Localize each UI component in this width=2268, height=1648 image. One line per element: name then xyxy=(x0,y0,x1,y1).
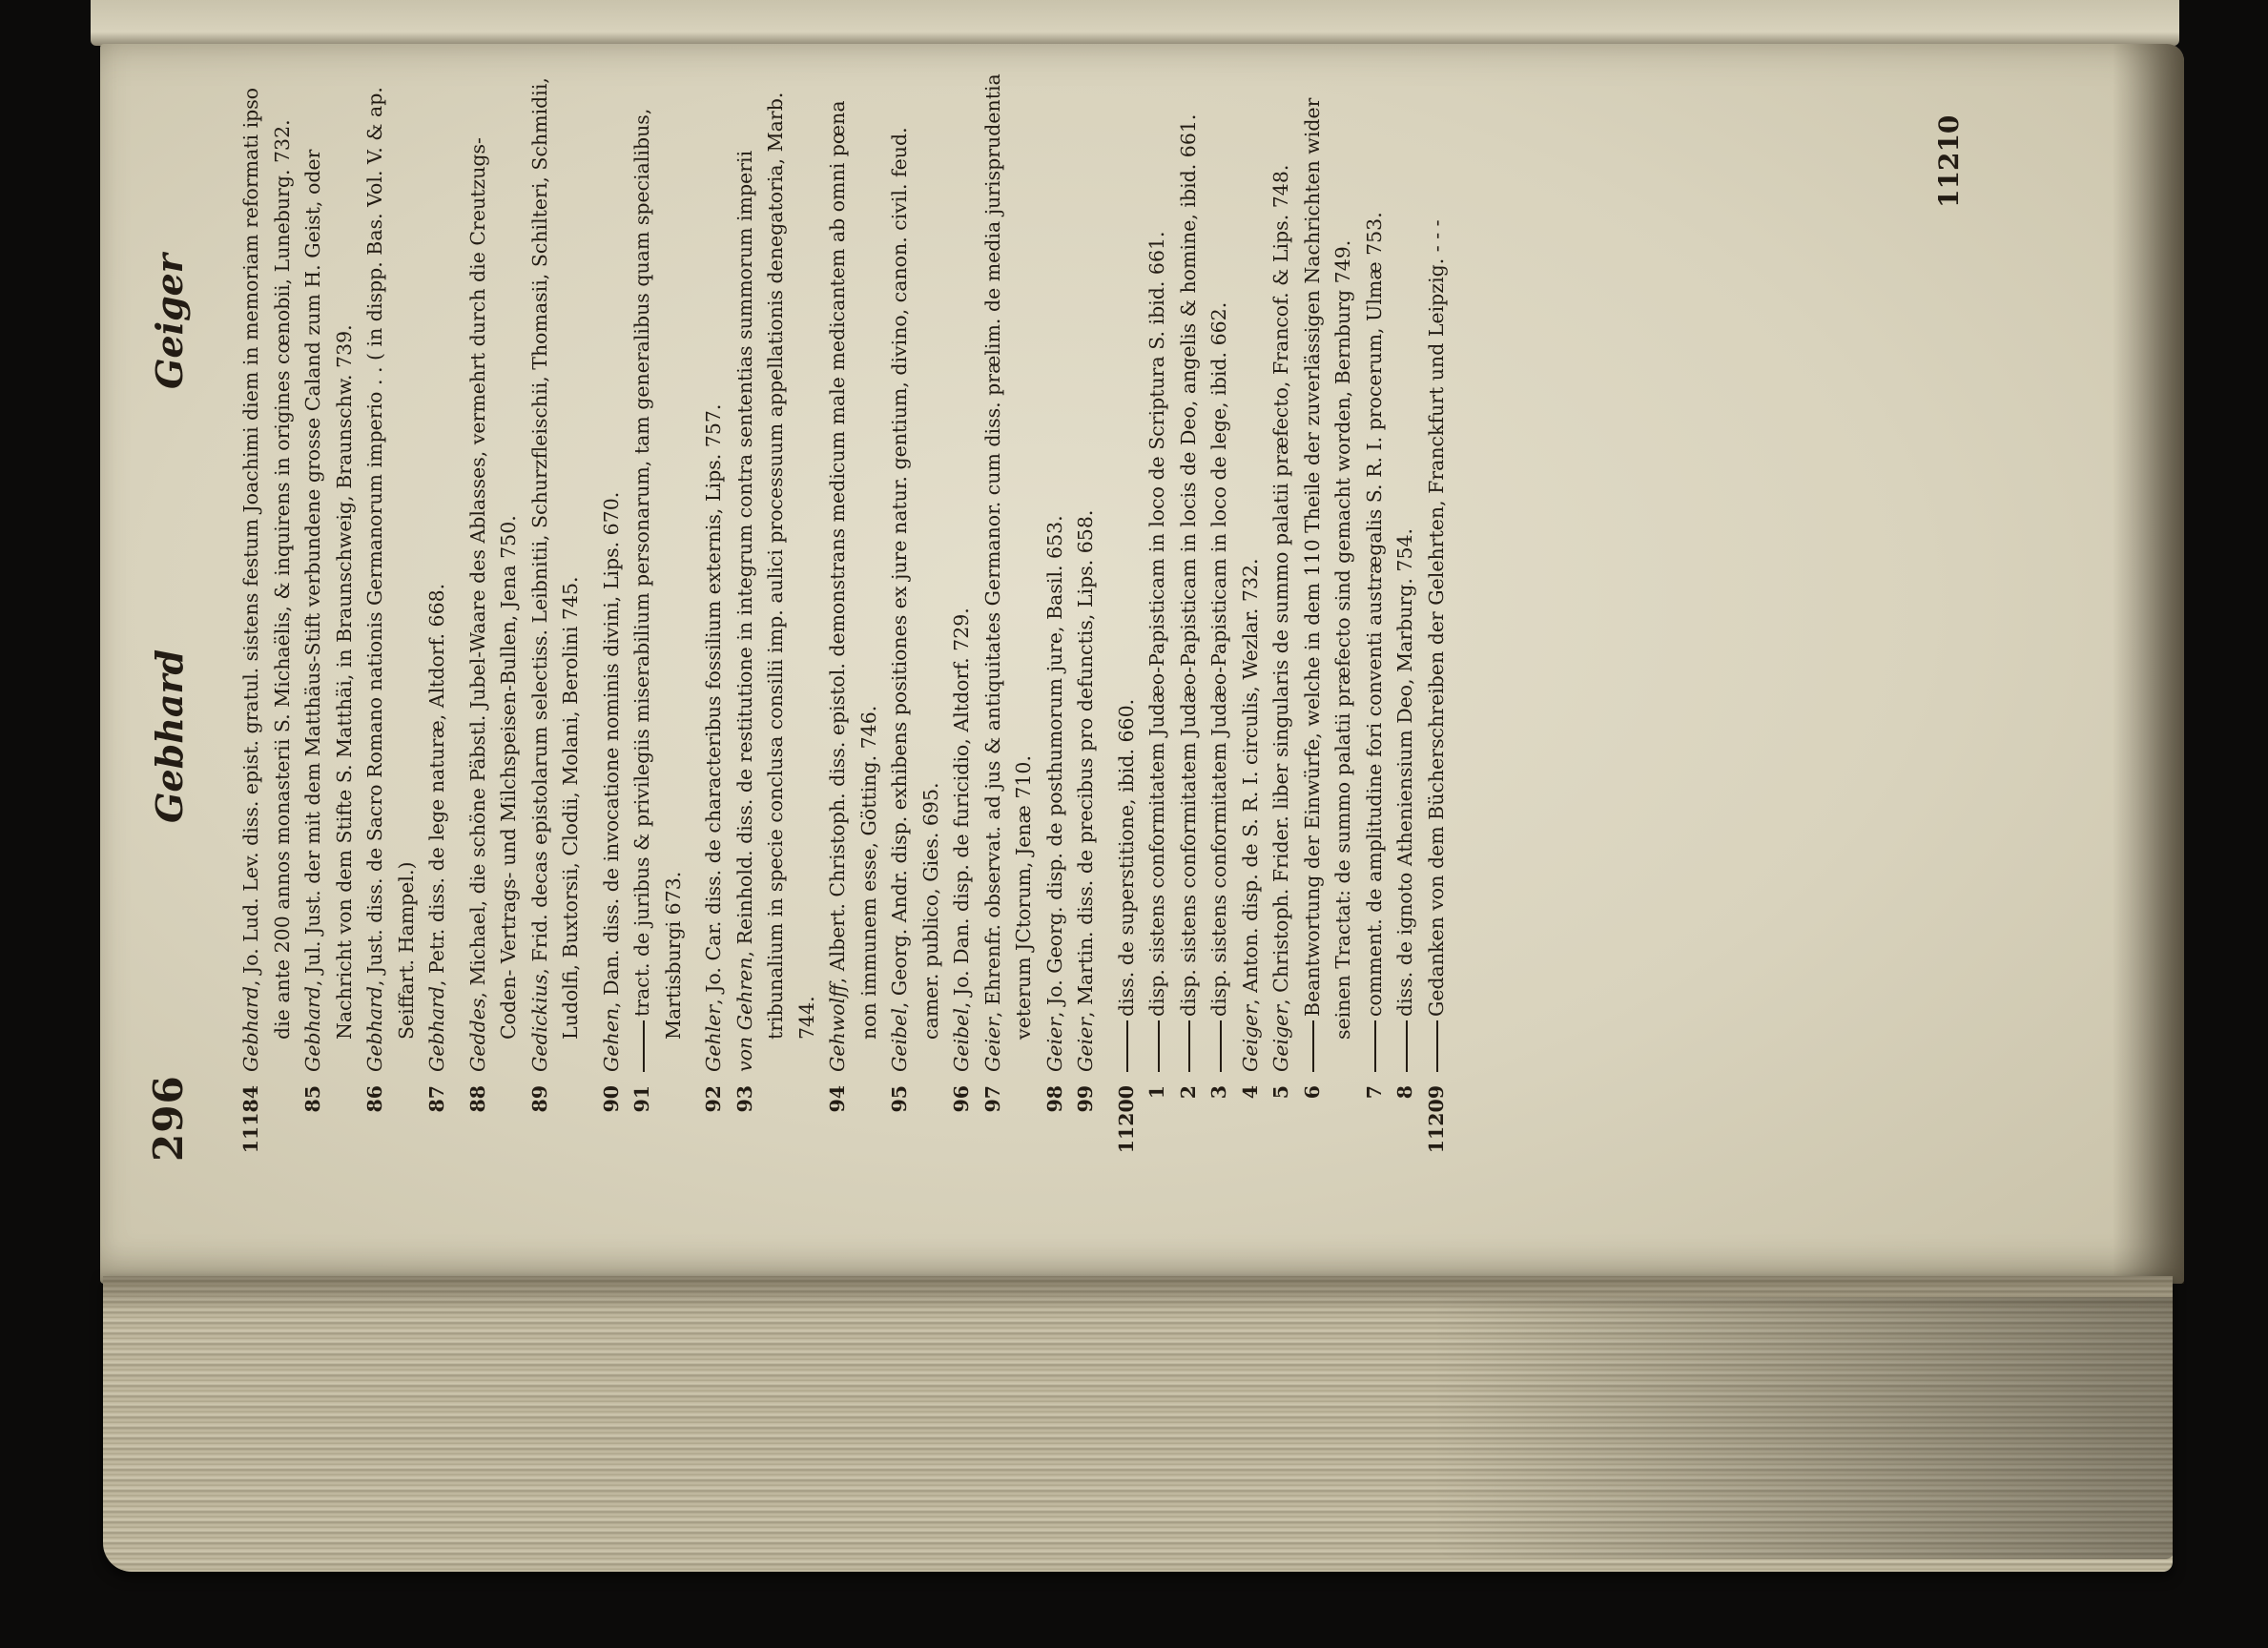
entry-number: 7 xyxy=(1362,1085,1386,1100)
entry-text: disp. sistens conformitatem Judæo-Papisticam in loco de lege, ibid. 662. xyxy=(1207,301,1230,1017)
entry-body xyxy=(1040,55,1071,1072)
entry-body xyxy=(1359,55,1391,1072)
bibliography-entry xyxy=(298,55,360,1162)
running-header xyxy=(121,55,226,1162)
entry-text: , Michael, die schöne Päbstl. Jubel-Waare des Ablasses, vermehrt durch die Creutzugs- Coden- Vertrags- und Milchspeisen-Bullen, Jena 750. xyxy=(465,137,520,1040)
ditto-dash xyxy=(1220,1020,1222,1072)
entry-text: , Jo. Dan. disp. de furicidio, Altdorf. 729. xyxy=(950,608,973,1009)
entry-body xyxy=(298,55,360,1072)
page-number: 296 xyxy=(145,1075,192,1162)
entry-body xyxy=(698,55,730,1072)
author-name: Gebhard xyxy=(239,986,262,1072)
entry-body xyxy=(822,55,884,1072)
entry-number: 85 xyxy=(301,1085,324,1113)
entry-number: 98 xyxy=(1042,1085,1066,1113)
entry-text: , Christoph. Frider. liber singularis de summo palatii præfecto, Francof. & Lips. 748. xyxy=(1269,164,1292,1005)
entry-text: , Petr. diss. de lege naturæ, Altdorf. 668. xyxy=(425,583,448,987)
header-right-name: Geiger xyxy=(148,254,191,389)
entry-body xyxy=(463,55,525,1072)
entry-number: 3 xyxy=(1207,1085,1230,1100)
entry-number: 97 xyxy=(980,1085,1004,1113)
entry-number: 95 xyxy=(888,1085,911,1113)
bibliography-entry xyxy=(698,55,730,1162)
entry-text: , Dan. diss. de invocatione nominis divini, Lips. 670. xyxy=(599,491,623,1008)
bibliography-entries xyxy=(236,55,1914,1162)
entry-number: 86 xyxy=(363,1085,386,1113)
author-name: Gebhard xyxy=(363,986,386,1072)
entry-text: , Ehrenfr. observat. ad jus & antiquitates Germanor. cum diss. prælim. de media jurisprudentia veterum JCtorum, Jenæ 710. xyxy=(980,73,1035,1040)
top-page-edge xyxy=(91,0,2179,46)
entry-body xyxy=(360,55,422,1072)
entry-body xyxy=(1266,55,1297,1072)
entry-body xyxy=(627,55,689,1072)
bibliography-entry xyxy=(596,55,628,1162)
ditto-dash xyxy=(1158,1020,1160,1072)
bibliography-entry xyxy=(1359,55,1391,1162)
entry-body xyxy=(946,55,978,1072)
bibliography-entry xyxy=(525,55,587,1162)
author-name: Geibel xyxy=(950,1008,973,1072)
ditto-dash xyxy=(1312,1020,1314,1072)
catchword: 11210 xyxy=(1933,114,1965,208)
entry-body xyxy=(1142,55,1173,1072)
author-name: von Gehren xyxy=(732,957,756,1072)
entry-number: 89 xyxy=(527,1085,551,1113)
bibliography-entry xyxy=(1421,55,1453,1162)
entry-text: , Jo. Lud. Lev. diss. epist. gratul. sistens festum Joachimi diem in memoriam reformati ipso die ante 200 annos monasterii S. Michaëlis, & inquirens in origines cœnobii, Luneburg. 732. xyxy=(239,87,294,1040)
ditto-dash xyxy=(643,1020,645,1072)
entry-number: 90 xyxy=(599,1085,623,1113)
entry-number: 94 xyxy=(826,1085,849,1113)
entry-body xyxy=(1173,55,1205,1072)
entry-number: 2 xyxy=(1176,1085,1200,1100)
entry-text: tract. de juribus & privilegiis miserabilium personarum, tam generalibus quam specialibus, Martisburgi 673. xyxy=(630,108,685,1040)
entry-text: , Just. diss. de Sacro Romano nationis Germanorum imperio . . ( in dispp. Bas. Vol. V. & ap. Seiffart. Hampel.) xyxy=(363,87,418,1040)
entry-body xyxy=(236,55,298,1072)
author-name: Geier xyxy=(1042,1018,1066,1072)
entry-number: 8 xyxy=(1393,1085,1416,1100)
bibliography-entry xyxy=(946,55,978,1162)
entry-number: 11184 xyxy=(239,1085,262,1154)
bibliography-entry xyxy=(1111,55,1143,1162)
entry-number: 91 xyxy=(630,1085,653,1113)
bibliography-entry xyxy=(236,55,298,1162)
ditto-dash xyxy=(1188,1020,1190,1072)
entry-body xyxy=(1421,55,1453,1072)
author-name: Geier xyxy=(980,1018,1004,1072)
entry-text: disp. sistens conformitatem Judæo-Papisticam in loco de Scriptura S. ibid. 661. xyxy=(1145,231,1168,1017)
author-name: Gedickius xyxy=(527,974,551,1072)
entry-number: 88 xyxy=(465,1085,489,1113)
bibliography-entry xyxy=(1173,55,1205,1162)
entry-text: diss. de ignoto Atheniensium Deo, Marburg. 754. xyxy=(1393,527,1416,1017)
entry-body xyxy=(525,55,587,1072)
author-name: Geiger xyxy=(1269,1004,1292,1072)
entry-number: 11209 xyxy=(1424,1085,1448,1154)
entry-number: 11200 xyxy=(1114,1085,1138,1154)
author-name: Gebhard xyxy=(301,986,324,1072)
entry-text: , Jo. Georg. disp. de posthumorum jure, Basil. 653. xyxy=(1042,515,1066,1018)
bibliography-entry xyxy=(1142,55,1173,1162)
entry-body xyxy=(422,55,453,1072)
bibliography-entry xyxy=(627,55,689,1162)
header-left-name: Gebhard xyxy=(148,649,191,823)
entry-text: , Reinhold. diss. de restitutione in integrum contra sententias summorum imperii tribunalium in specie conclusa consilii imp. aulici processuum appellationis denegatoria, Marb. 744. xyxy=(732,92,818,1040)
author-name: Gebhard xyxy=(425,986,448,1072)
bibliography-entry xyxy=(422,55,453,1162)
bibliography-entry xyxy=(978,55,1040,1162)
entry-text: diss. de superstitione, ibid. 660. xyxy=(1114,698,1138,1017)
entry-number: 92 xyxy=(702,1085,725,1113)
entry-text: disp. sistens conformitatem Judæo-Papisticam in locis de Deo, angelis & homine, ibid. 661. xyxy=(1176,113,1200,1017)
entry-number: 1 xyxy=(1145,1085,1168,1100)
entry-text: , Martin. diss. de precibus pro defunctis, Lips. 658. xyxy=(1074,509,1097,1018)
entry-body xyxy=(978,55,1040,1072)
author-name: Geddes xyxy=(465,998,489,1072)
ditto-dash xyxy=(1374,1020,1376,1072)
entry-number: 4 xyxy=(1238,1085,1262,1100)
entry-number: 6 xyxy=(1300,1085,1324,1100)
entry-body xyxy=(730,55,823,1072)
entry-text: , Jo. Car. diss. de characteribus fossilium externis, Lips. 757. xyxy=(702,403,725,1005)
entry-number: 99 xyxy=(1074,1085,1097,1113)
gutter-shadow xyxy=(2113,44,2184,1284)
bibliography-entry xyxy=(1266,55,1297,1162)
entry-number: 96 xyxy=(950,1085,973,1113)
author-name: Geibel xyxy=(888,1008,911,1072)
entry-body xyxy=(1297,55,1359,1072)
entry-text: , Jul. Just. der mit dem Matthäus-Stift verbundene grosse Caland zum H. Geist, oder Nachricht von dem Stifte S. Matthäi, in Braunschweig, Braunschw. 739. xyxy=(301,149,356,1040)
entry-text: , Frid. decas epistolarum selectiss. Leibnitii, Schurzfleischii, Thomasii, Schilteri, Schmidii, Ludolfi, Buxtorsii, Clodii, Molani, Berolini 745. xyxy=(527,77,582,1040)
bibliography-entry xyxy=(1040,55,1071,1162)
entry-text: Gedanken von dem Bücherschreiben der Gelehrten, Franckfurt und Leipzig. - - - xyxy=(1424,219,1448,1017)
entry-text: , Georg. Andr. disp. exhibens positiones ex jure natur. gentium, divino, canon. civil. feud. camer. publico, Gies. 695. xyxy=(888,127,942,1040)
entry-body xyxy=(1204,55,1235,1072)
entry-body xyxy=(884,55,946,1072)
bibliography-entry xyxy=(730,55,823,1162)
bibliography-entry xyxy=(1204,55,1235,1162)
entry-text: , Anton. disp. de S. R. I. circulis, Wezlar. 732. xyxy=(1238,558,1262,1005)
entry-body xyxy=(596,55,628,1072)
author-name: Geier xyxy=(1074,1018,1097,1072)
entry-body xyxy=(1235,55,1267,1072)
author-name: Gehwolff xyxy=(826,983,849,1072)
ditto-dash xyxy=(1436,1020,1438,1072)
entry-text: Beantwortung der Einwürfe, welche in dem 110 Theile der zuverlässigen Nachrichten wider seinen Tractat: de summo palatii præfecto sind gemacht worden, Bernburg 749. xyxy=(1300,97,1354,1040)
cover-edge xyxy=(1431,1297,2175,1559)
author-name: Gehen xyxy=(599,1007,623,1072)
author-name: Gehler xyxy=(702,1004,725,1072)
bibliography-entry xyxy=(1297,55,1359,1162)
bibliography-entry xyxy=(884,55,946,1162)
entry-number: 87 xyxy=(425,1085,448,1113)
entry-body xyxy=(1070,55,1102,1072)
entry-body xyxy=(1390,55,1421,1072)
entry-text: comment. de amplitudine fori conventi austrægalis S. R. I. procerum, Ulmæ 753. xyxy=(1362,212,1386,1017)
entry-body xyxy=(1111,55,1143,1072)
bibliography-entry xyxy=(360,55,422,1162)
bibliography-entry xyxy=(1390,55,1421,1162)
bibliography-entry xyxy=(1070,55,1102,1162)
rotated-text-block xyxy=(121,55,2010,1162)
ditto-dash xyxy=(1406,1020,1408,1072)
entry-number: 5 xyxy=(1269,1085,1292,1100)
bibliography-entry xyxy=(822,55,884,1162)
entry-text: , Albert. Christoph. diss. epistol. demonstrans medicum male medicantem ab omni pœna non immunem esse, Götting. 746. xyxy=(826,100,880,1040)
bibliography-entry xyxy=(1235,55,1267,1162)
author-name: Geiger xyxy=(1238,1004,1262,1072)
entry-number: 93 xyxy=(732,1085,756,1113)
ditto-dash xyxy=(1126,1020,1128,1072)
bibliography-entry xyxy=(463,55,525,1162)
